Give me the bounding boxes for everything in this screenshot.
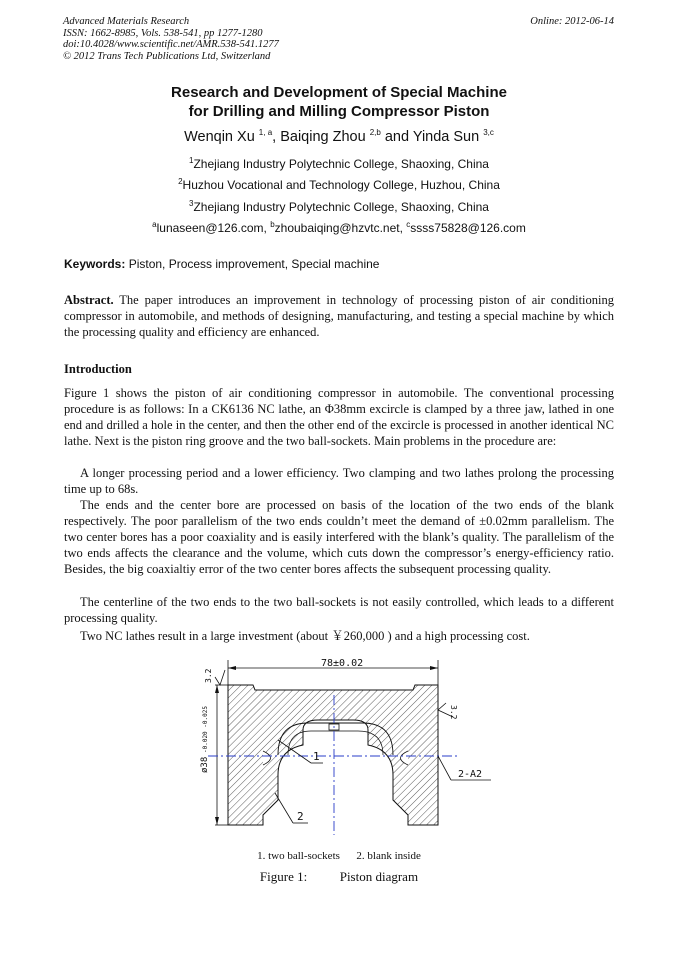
body-paragraph: A longer processing period and a lower efficiency. Two clamping and two lathes prolong the processing time up to 68s. bbox=[64, 466, 614, 496]
author-affil-marker: 1, a bbox=[258, 128, 273, 138]
issn-line: ISSN: 1662-8985, Vols. 538-541, pp 1277-1280 bbox=[63, 27, 263, 39]
email-marker: b bbox=[270, 220, 275, 229]
author-name: Baiqing Zhou bbox=[280, 129, 366, 145]
email-address: lunaseen@126.com, bbox=[156, 221, 271, 235]
doi-line: doi:10.4028/www.scientific.net/AMR.538-541.1277 bbox=[63, 39, 279, 50]
affiliation bbox=[0, 200, 678, 214]
roughness-symbol-left bbox=[215, 670, 225, 685]
email-list bbox=[0, 221, 678, 235]
abstract-label: Abstract. bbox=[64, 293, 114, 307]
affiliation bbox=[0, 157, 678, 171]
piston-diagram bbox=[193, 655, 493, 845]
email-marker: c bbox=[406, 220, 411, 229]
figure-caption: Figure 1: Piston diagram bbox=[259, 869, 419, 884]
label-2: 2 bbox=[297, 810, 304, 823]
keywords-text: Piston, Process improvement, Special machine bbox=[125, 257, 380, 271]
affiliation-marker: 3 bbox=[189, 199, 194, 208]
piston-drawing bbox=[193, 655, 493, 845]
email-marker: a bbox=[152, 220, 157, 229]
title-line-2: for Drilling and Milling Compressor Piston bbox=[188, 103, 490, 120]
body-paragraph: The centerline of the two ends to the two ball-sockets is not easily controlled, which leads to a different processing quality. bbox=[64, 595, 614, 625]
author-separator: , bbox=[272, 129, 281, 145]
paper-title bbox=[0, 83, 678, 121]
author-affil-marker: 3,c bbox=[483, 128, 494, 138]
affiliation-marker: 1 bbox=[189, 156, 194, 165]
abstract-text: The paper introduces an improvement in technology of processing piston of air conditioning compressor in automobile, and methods of designing, manufacturing, and testing a special machine by which the processing quality and efficiency are enhanced. bbox=[64, 293, 614, 339]
copyright-line: © 2012 Trans Tech Publications Ltd, Switzerland bbox=[63, 50, 271, 62]
email-address: ssss75828@126.com bbox=[410, 221, 526, 235]
author-list bbox=[0, 129, 678, 145]
datum-label: 2-A2 bbox=[458, 769, 483, 780]
abstract bbox=[64, 292, 614, 340]
affiliation-marker: 2 bbox=[178, 177, 183, 186]
dim-left-tolerance: -0.020 -0.025 bbox=[202, 706, 209, 753]
body-paragraph: Two NC lathes result in a large investment (about ￥260,000 ) and a high processing cost. bbox=[80, 629, 530, 643]
affiliation-text: Zhejiang Industry Polytechnic College, Shaoxing, China bbox=[193, 157, 489, 171]
affiliation-text: Huzhou Vocational and Technology College, Huzhou, China bbox=[182, 178, 500, 192]
email-address: zhoubaiqing@hzvtc.net, bbox=[274, 221, 407, 235]
section-heading: Introduction bbox=[64, 362, 132, 376]
online-date: Online: 2012-06-14 bbox=[530, 16, 614, 27]
body-paragraph: Figure 1 shows the piston of air conditioning compressor in automobile. The conventional processing procedure is as follows: In a CK6136 NC lathe, an Φ38mm excircle is clamped by a three jaw, lathed in one end and drilled a hole in the center, and then the other end of the excircle is processed in another identical NC lathe. Next is the piston ring groove and the two ball-sockets. Main problems in the procedure are: bbox=[64, 386, 614, 448]
journal-header bbox=[63, 16, 279, 62]
keywords-label: Keywords: bbox=[64, 257, 126, 271]
author-separator: and bbox=[380, 129, 413, 145]
affiliation bbox=[0, 178, 678, 192]
author-affil-marker: 2,b bbox=[369, 128, 381, 138]
title-line-1: Research and Development of Special Machine bbox=[171, 84, 507, 101]
dim-top-label: 78±0.02 bbox=[321, 658, 364, 669]
label-1: 1 bbox=[313, 750, 320, 763]
journal-name: Advanced Materials Research bbox=[63, 16, 190, 27]
author-name: Wenqin Xu bbox=[184, 129, 255, 145]
author-name: Yinda Sun bbox=[412, 129, 480, 145]
roughness-right-label: 3.2 bbox=[449, 705, 458, 720]
affiliation-text: Zhejiang Industry Polytechnic College, Shaoxing, China bbox=[193, 200, 489, 214]
roughness-left-label: 3.2 bbox=[204, 668, 213, 683]
keywords bbox=[64, 257, 379, 271]
body-paragraph: The ends and the center bore are processed on basis of the location of the two ends of the blank respectively. The poor parallelism of the two ends couldn’t meet the demand of ±0.02mm parallelism. The two center bores has a poor coaxiality and is easily interfered with the blank’s quality. The parallelism of the two ends affects the clearance and the volume, which cuts down the compressor’s energy-efficiency ratio. Besides, the big coaxialtiy error of the two center bores affects the subsequent processing quality. bbox=[64, 498, 614, 576]
figure-legend: 1. two ball-sockets 2. blank inside bbox=[257, 850, 421, 862]
dim-left-label: ø38 bbox=[200, 756, 210, 773]
